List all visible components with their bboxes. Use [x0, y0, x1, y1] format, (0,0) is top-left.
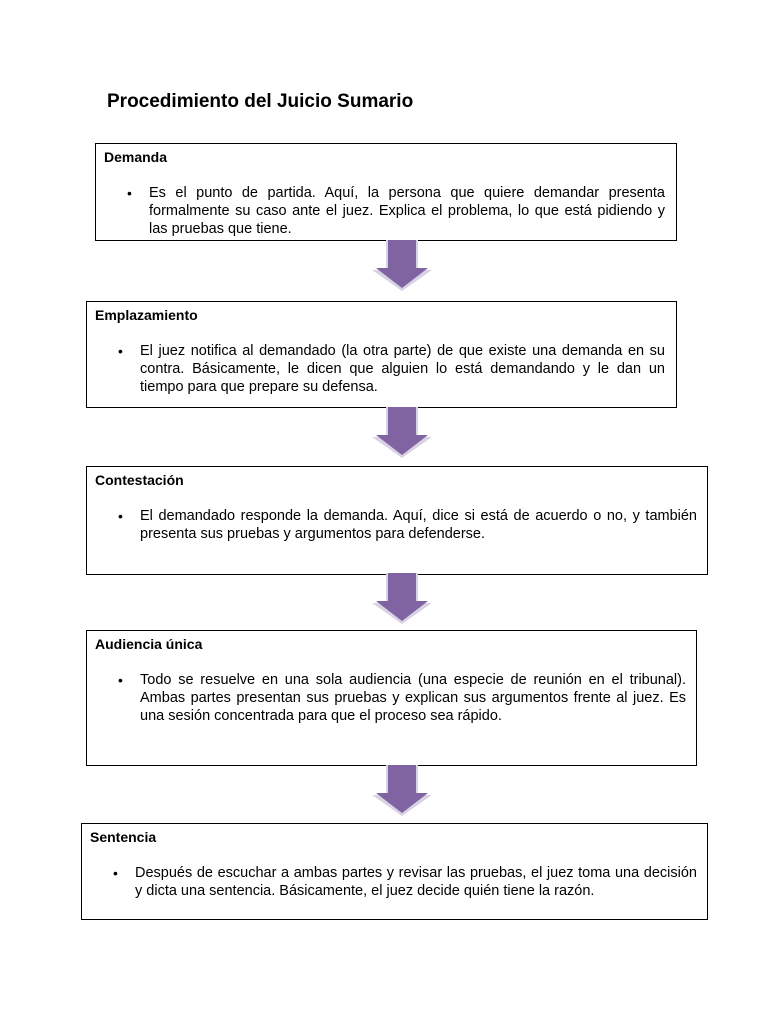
arrow-shape	[376, 407, 428, 455]
step-box-demanda	[95, 143, 677, 241]
down-arrow-icon	[370, 765, 434, 817]
step-description-text: Es el punto de partida. Aquí, la persona que quiere demandar presenta formalmente su caso ante el juez. Explica el problema, lo que está pidiendo y las pruebas que tiene.	[149, 185, 665, 237]
down-arrow-icon	[370, 240, 434, 292]
bullet-icon: •	[118, 343, 123, 359]
step-box-sentencia	[81, 823, 708, 920]
step-description	[118, 507, 697, 543]
step-title: Contestación	[95, 472, 184, 488]
step-title: Sentencia	[90, 829, 157, 845]
bullet-icon: •	[118, 672, 123, 688]
step-box-contestacion	[86, 466, 708, 575]
step-description-text: Después de escuchar a ambas partes y revisar las pruebas, el juez toma una decisión y dicta una sentencia. Básicamente, el juez decide quién tiene la razón.	[135, 865, 697, 899]
step-list	[127, 184, 665, 238]
step-description	[118, 671, 686, 725]
step-description-text: Todo se resuelve en una sola audiencia (una especie de reunión en el tribunal). Ambas partes presentan sus pruebas y explican sus argumentos frente al juez. Es una sesión concentrada para que el proceso sea rápido.	[140, 672, 686, 724]
step-title: Demanda	[104, 149, 168, 165]
bullet-icon: •	[127, 185, 132, 201]
page-title: Procedimiento del Juicio Sumario	[107, 91, 414, 112]
step-description	[127, 184, 665, 238]
step-list	[118, 671, 686, 725]
down-arrow-icon	[370, 573, 434, 625]
step-title: Audiencia única	[95, 636, 203, 652]
step-description	[113, 864, 697, 900]
step-box-audiencia-unica	[86, 630, 697, 766]
step-description-text: El juez notifica al demandado (la otra parte) de que existe una demanda en su contra. Básicamente, le dicen que alguien lo está demandando y le dan un tiempo para que prepare su defensa.	[140, 343, 665, 395]
arrow-shape	[376, 573, 428, 621]
bullet-icon: •	[113, 865, 118, 881]
step-box-emplazamiento	[86, 301, 677, 408]
step-description	[118, 342, 665, 396]
step-description-text: El demandado responde la demanda. Aquí, dice si está de acuerdo o no, y también presenta sus pruebas y argumentos para defenderse.	[140, 508, 697, 542]
step-list	[118, 342, 665, 396]
step-list	[118, 507, 697, 543]
bullet-icon: •	[118, 508, 123, 524]
arrow-shape	[376, 765, 428, 813]
down-arrow-icon	[370, 407, 434, 459]
step-list	[113, 864, 697, 900]
step-title: Emplazamiento	[95, 307, 198, 323]
arrow-shape	[376, 240, 428, 288]
